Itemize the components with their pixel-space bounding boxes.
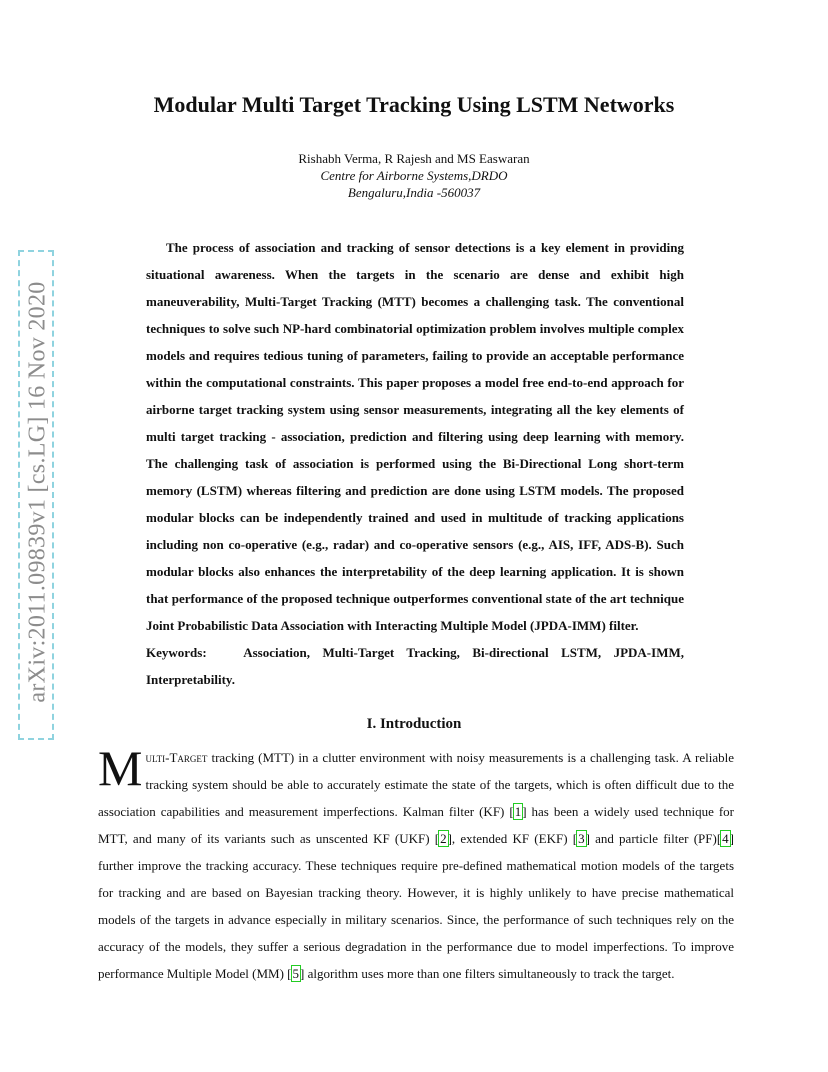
location: Bengaluru,India -560037: [347, 185, 481, 200]
citation-link-3[interactable]: 3: [578, 831, 585, 846]
author-block: [0, 150, 828, 201]
section-heading: I. Introduction: [366, 716, 462, 732]
affiliation: Centre for Airborne Systems,DRDO: [320, 168, 508, 183]
small-caps-text: ulti-Target: [145, 750, 208, 765]
paper-title: Modular Multi Target Tracking Using LSTM Networks: [153, 92, 675, 117]
keywords-line: [146, 639, 684, 693]
citation-link-4[interactable]: 4: [722, 831, 729, 846]
citation-link-2[interactable]: 2: [440, 831, 447, 846]
intro-text-2: ] has been a widely used technique for MTT, and many of its variants such as unscented KF (UKF) [: [98, 804, 735, 846]
intro-text-1: tracking (MTT) in a clutter environment with noisy measurements is a challenging task. A reliable tracking system should be able to accurately estimate the state of the targets, which is often difficult due to the association capabilities and measurement imperfections. Kalman filter (KF) [: [98, 750, 734, 819]
citation-link-1[interactable]: 1: [514, 804, 522, 819]
intro-paragraph: [98, 740, 735, 987]
drop-cap: M: [98, 740, 143, 796]
citation-link-5[interactable]: 5: [292, 966, 300, 981]
arxiv-stamp: arXiv:2011.09839v1 [cs.LG] 16 Nov 2020: [24, 281, 51, 703]
intro-text-5: ] further improve the tracking accuracy. These techniques require pre-defined mathematical motion models of the targets for tracking and are based on Bayesian tracking theory. However, it is highly unlikely to have precise mathematical models of the targets in advance especially in military scenarios. Since, the performance of such techniques rely on the accuracy of the models, they suffer a serious degradation in the performance due to model imperfections. To improve performance Multiple Model (MM) [: [98, 831, 734, 981]
intro-text-4: ] and particle filter (PF)[: [585, 831, 722, 846]
abstract: [146, 234, 684, 693]
keywords: Association, Multi-Target Tracking, Bi-directional LSTM, JPDA-IMM, Interpretability.: [146, 645, 684, 687]
intro-text-6: ] algorithm uses more than one filters simultaneously to track the target.: [300, 966, 675, 981]
abstract-text: The process of association and tracking of sensor detections is a key element in providing situational awareness. When the targets in the scenario are dense and exhibit high maneuverability, Multi-Target Tracking (MTT) becomes a challenging task. The conventional techniques to solve such NP-hard combinatorial optimization problem involves multiple complex models and requires tedious tuning of parameters, failing to provide an acceptable performance within the computational constraints. This paper proposes a model free end-to-end approach for airborne target tracking system using sensor measurements, integrating all the key elements of multi target tracking - association, prediction and filtering using deep learning with memory. The challenging task of association is performed using the Bi-Directional Long short-term memory (LSTM) whereas filtering and prediction are done using LSTM models. The proposed modular blocks can be independently trained and used in multitude of tracking applications including non co-operative (e.g., radar) and co-operative sensors (e.g., AIS, IFF, ADS-B). Such modular blocks also enhances the interpretability of the deep learning application. It is shown that performance of the proposed technique outperformes conventional state of the art technique Joint Probabilistic Data Association with Interacting Multiple Model (JPDA-IMM) filter.: [146, 240, 684, 633]
intro-text-3: ], extended KF (EKF) [: [447, 831, 578, 846]
keywords-label: Keywords:: [146, 645, 207, 660]
author-names: Rishabh Verma, R Rajesh and MS Easwaran: [298, 151, 530, 166]
